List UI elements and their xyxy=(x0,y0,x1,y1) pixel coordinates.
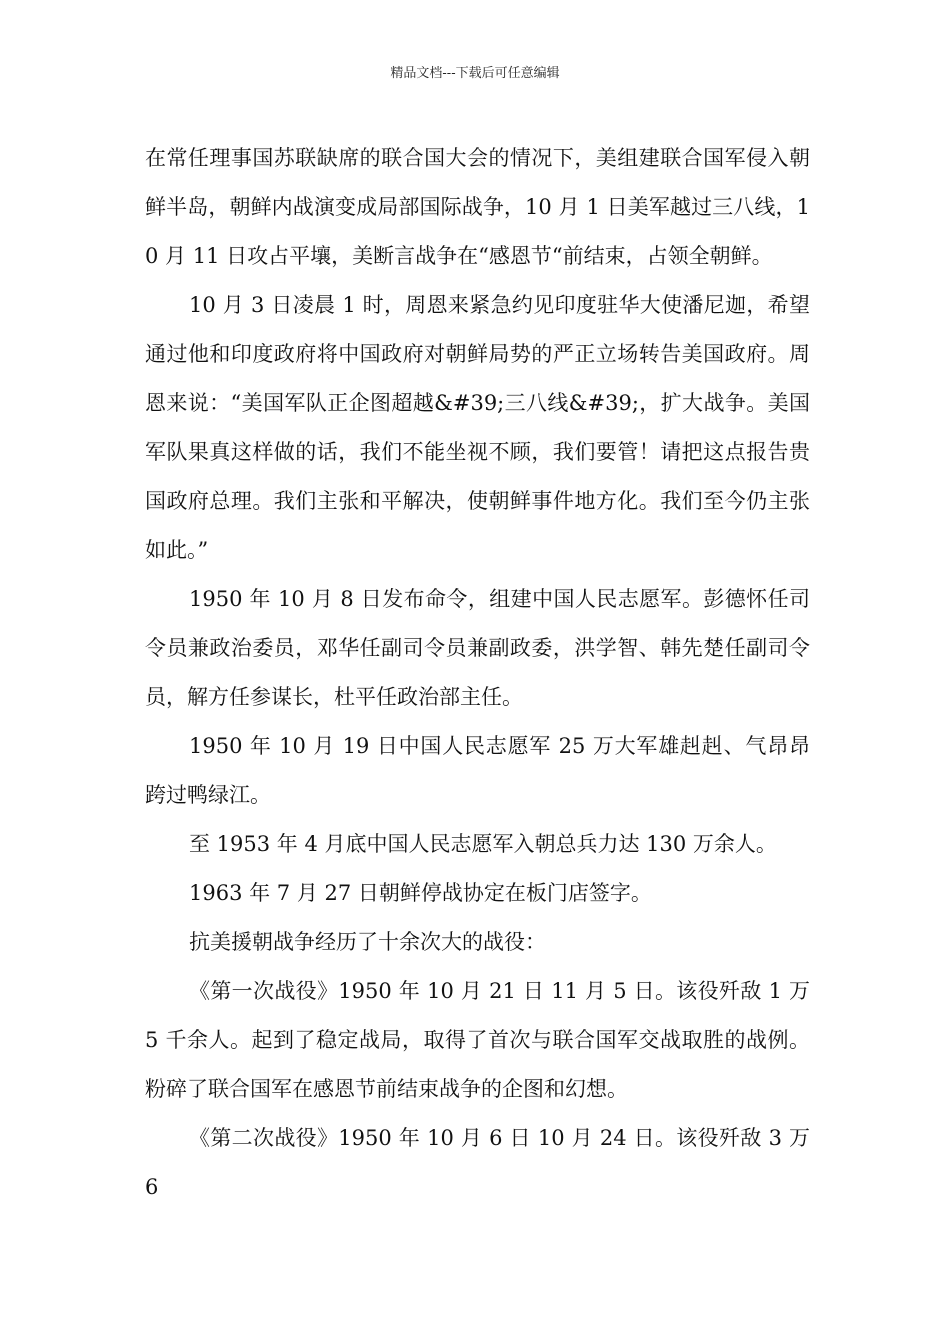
paragraph-7: 抗美援朝战争经历了十余次大的战役： xyxy=(189,930,546,954)
paragraph-9: 《第二次战役》1950 年 10 月 6 日 10 月 24 日。该役歼敌 3 万 6 xyxy=(145,1126,810,1199)
document-body xyxy=(145,134,810,1212)
paragraph-1: 在常任理事国苏联缺席的联合国大会的情况下，美组建联合国军侵入朝鲜半岛，朝鲜内战演变成局部国际战争，10 月 1 日美军越过三八线，10 月 11 日攻占平壤，美断言战争在“感恩节“前结束，占领全朝鲜。 xyxy=(145,146,810,268)
paragraph-3: 1950 年 10 月 8 日发布命令，组建中国人民志愿军。彭德怀任司令员兼政治委员，邓华任副司令员兼副政委，洪学智、韩先楚任副司令员，解方任参谋长，杜平任政治部主任。 xyxy=(145,587,810,709)
paragraph-2: 10 月 3 日凌晨 1 时，周恩来紧急约见印度驻华大使潘尼迦，希望通过他和印度政府将中国政府对朝鲜局势的严正立场转告美国政府。周恩来说：“美国军队正企图超越&#39;三八线&#39;，扩大战争。美国军队果真这样做的话，我们不能坐视不顾，我们要管！请把这点报告贵国政府总理。我们主张和平解决，使朝鲜事件地方化。我们至今仍主张如此。” xyxy=(145,293,810,562)
page-header: 精品文档---下载后可任意编辑 xyxy=(390,66,560,81)
paragraph-8: 《第一次战役》1950 年 10 月 21 日 11 月 5 日。该役歼敌 1 万 5 千余人。起到了稳定战局，取得了首次与联合国军交战取胜的战例。粉碎了联合国军在感恩节前结束战争的企图和幻想。 xyxy=(145,979,810,1101)
paragraph-4: 1950 年 10 月 19 日中国人民志愿军 25 万大军雄赳赳、气昂昂跨过鸭绿江。 xyxy=(145,734,810,807)
paragraph-6: 1963 年 7 月 27 日朝鲜停战协定在板门店签字。 xyxy=(189,881,652,905)
paragraph-5: 至 1953 年 4 月底中国人民志愿军入朝总兵力达 130 万余人。 xyxy=(189,832,777,856)
